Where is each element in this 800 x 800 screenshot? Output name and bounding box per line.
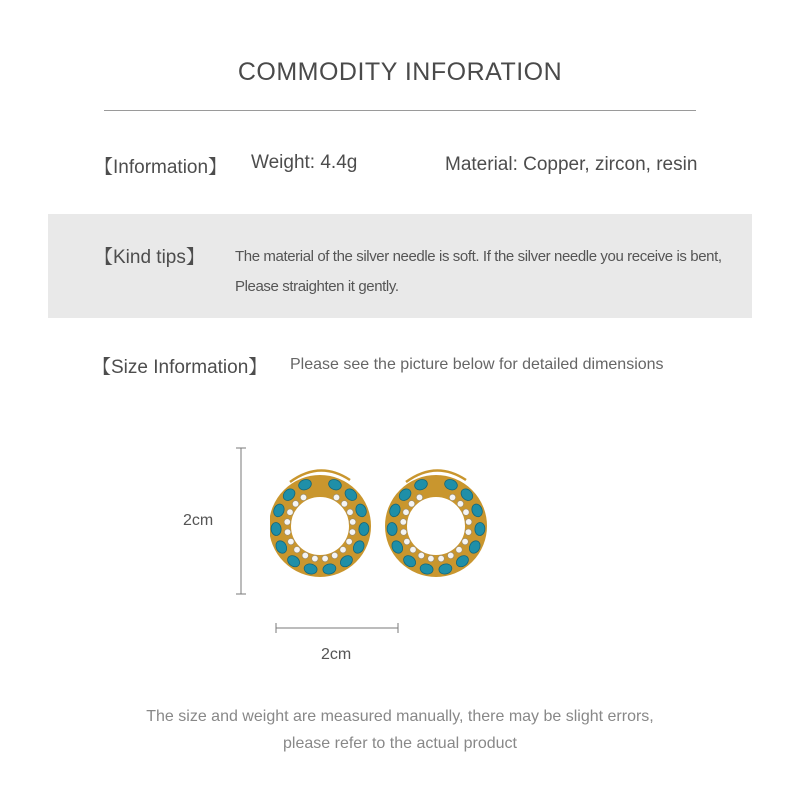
- weight-value: Weight: 4.4g: [251, 152, 358, 173]
- right-zircon-stones: [400, 494, 472, 562]
- footer-line-1: The size and weight are measured manually, there may be slight errors,: [146, 708, 654, 725]
- material-value: Material: Copper, zircon, resin: [445, 154, 698, 175]
- title-divider: [104, 110, 696, 111]
- kind-tips-text: [235, 242, 745, 302]
- kind-tips-line-1: The material of the silver needle is soft. If the silver needle you receive is bent,: [235, 248, 722, 265]
- height-dimension-line: [233, 447, 249, 595]
- height-dimension-label: 2cm: [183, 512, 214, 529]
- kind-tips-panel: [48, 214, 752, 318]
- earrings-product-image: [270, 462, 500, 582]
- kind-tips-label: 【Kind tips】: [94, 247, 205, 268]
- width-dimension-line: [275, 620, 399, 636]
- right-earring: [387, 470, 486, 575]
- information-label: 【Information】: [94, 157, 228, 178]
- left-earring: [271, 470, 370, 575]
- footer-line-2: please refer to the actual product: [283, 735, 517, 752]
- page-title: COMMODITY INFORATION: [237, 58, 563, 86]
- footer-note: [0, 703, 800, 757]
- size-information-label: 【Size Information】: [92, 357, 268, 378]
- information-row: [0, 152, 800, 182]
- width-dimension-label: 2cm: [321, 646, 352, 663]
- size-information-text: Please see the picture below for detailed dimensions: [290, 356, 664, 373]
- kind-tips-line-2: Please straighten it gently.: [235, 278, 399, 295]
- left-zircon-stones: [284, 494, 356, 562]
